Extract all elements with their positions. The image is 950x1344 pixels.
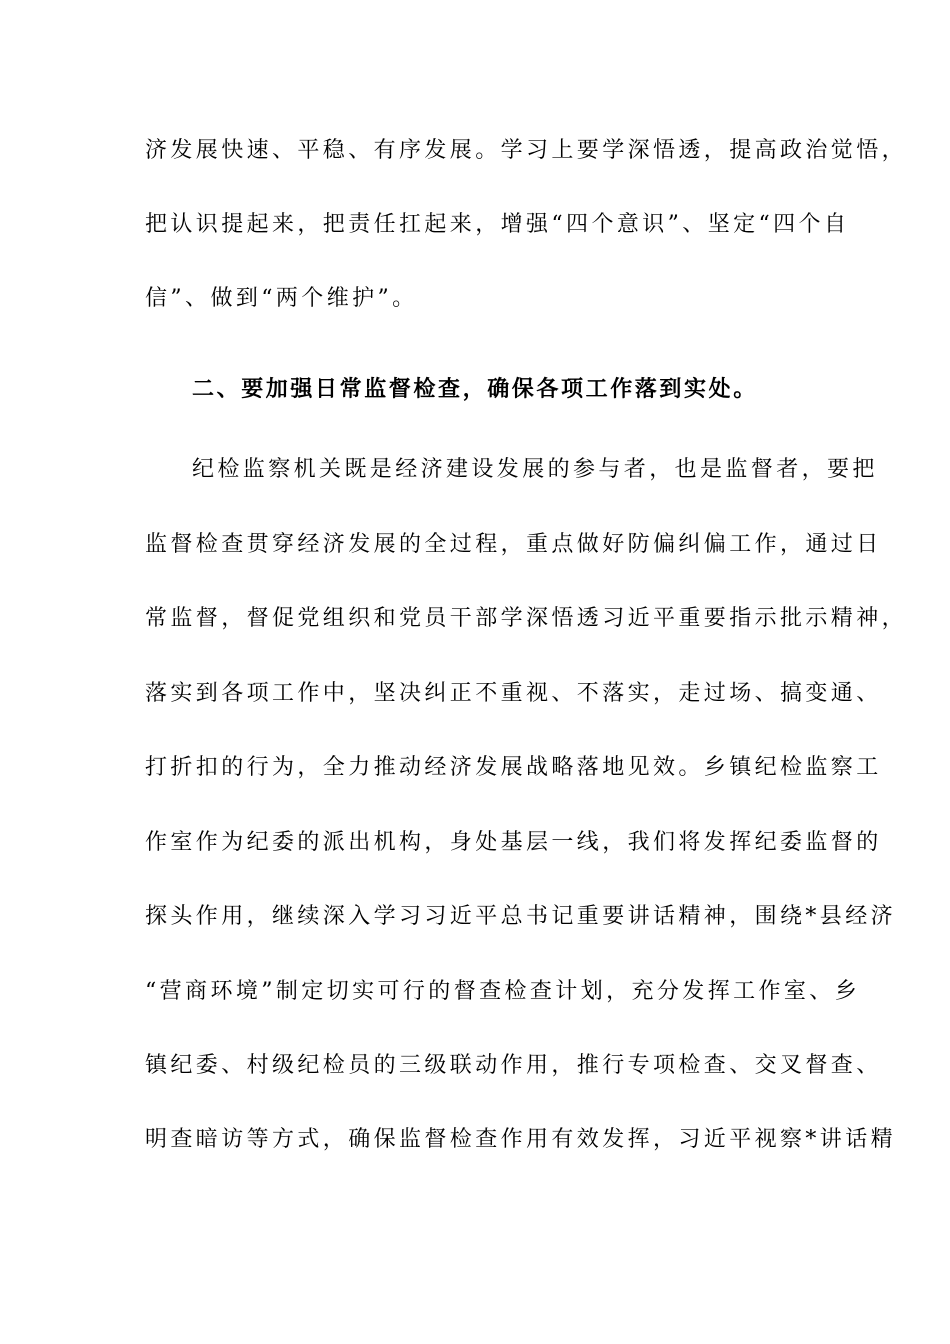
section-heading: 二、要加强日常监督检查，确保各项工作落到实处。 (192, 376, 758, 402)
paragraph-line: 济发展快速、平稳、有序发展。学习上要学深悟透，提高政治觉悟， (145, 138, 908, 163)
paragraph-line: 监督检查贯穿经济发展的全过程，重点做好防偏纠偏工作，通过日 (145, 532, 882, 557)
paragraph-line: 信”、做到“两个维护”。 (145, 286, 418, 311)
paragraph-line: 常监督，督促党组织和党员干部学深悟透习近平重要指示批示精神， (145, 606, 908, 631)
paragraph-line: 探头作用，继续深入学习习近平总书记重要讲话精神，围绕*县经济 (145, 904, 897, 929)
paragraph-line: 镇纪委、村级纪检员的三级联动作用，推行专项检查、交叉督查、 (145, 1053, 882, 1078)
paragraph-line: 明查暗访等方式，确保监督检查作用有效发挥，习近平视察*讲话精 (145, 1127, 897, 1152)
paragraph-line: “营商环境”制定切实可行的督查检查计划，充分发挥工作室、乡 (145, 979, 861, 1004)
paragraph-line: 打折扣的行为，全力推动经济发展战略落地见效。乡镇纪检监察工 (145, 755, 882, 780)
paragraph-line: 把认识提起来，把责任扛起来，增强“四个意识”、坚定“四个自 (145, 212, 850, 237)
paragraph-line: 落实到各项工作中，坚决纠正不重视、不落实，走过场、搞变通、 (145, 681, 882, 706)
paragraph-line: 纪检监察机关既是经济建设发展的参与者，也是监督者，要把 (192, 457, 878, 482)
paragraph-line: 作室作为纪委的派出机构，身处基层一线，我们将发挥纪委监督的 (145, 830, 882, 855)
